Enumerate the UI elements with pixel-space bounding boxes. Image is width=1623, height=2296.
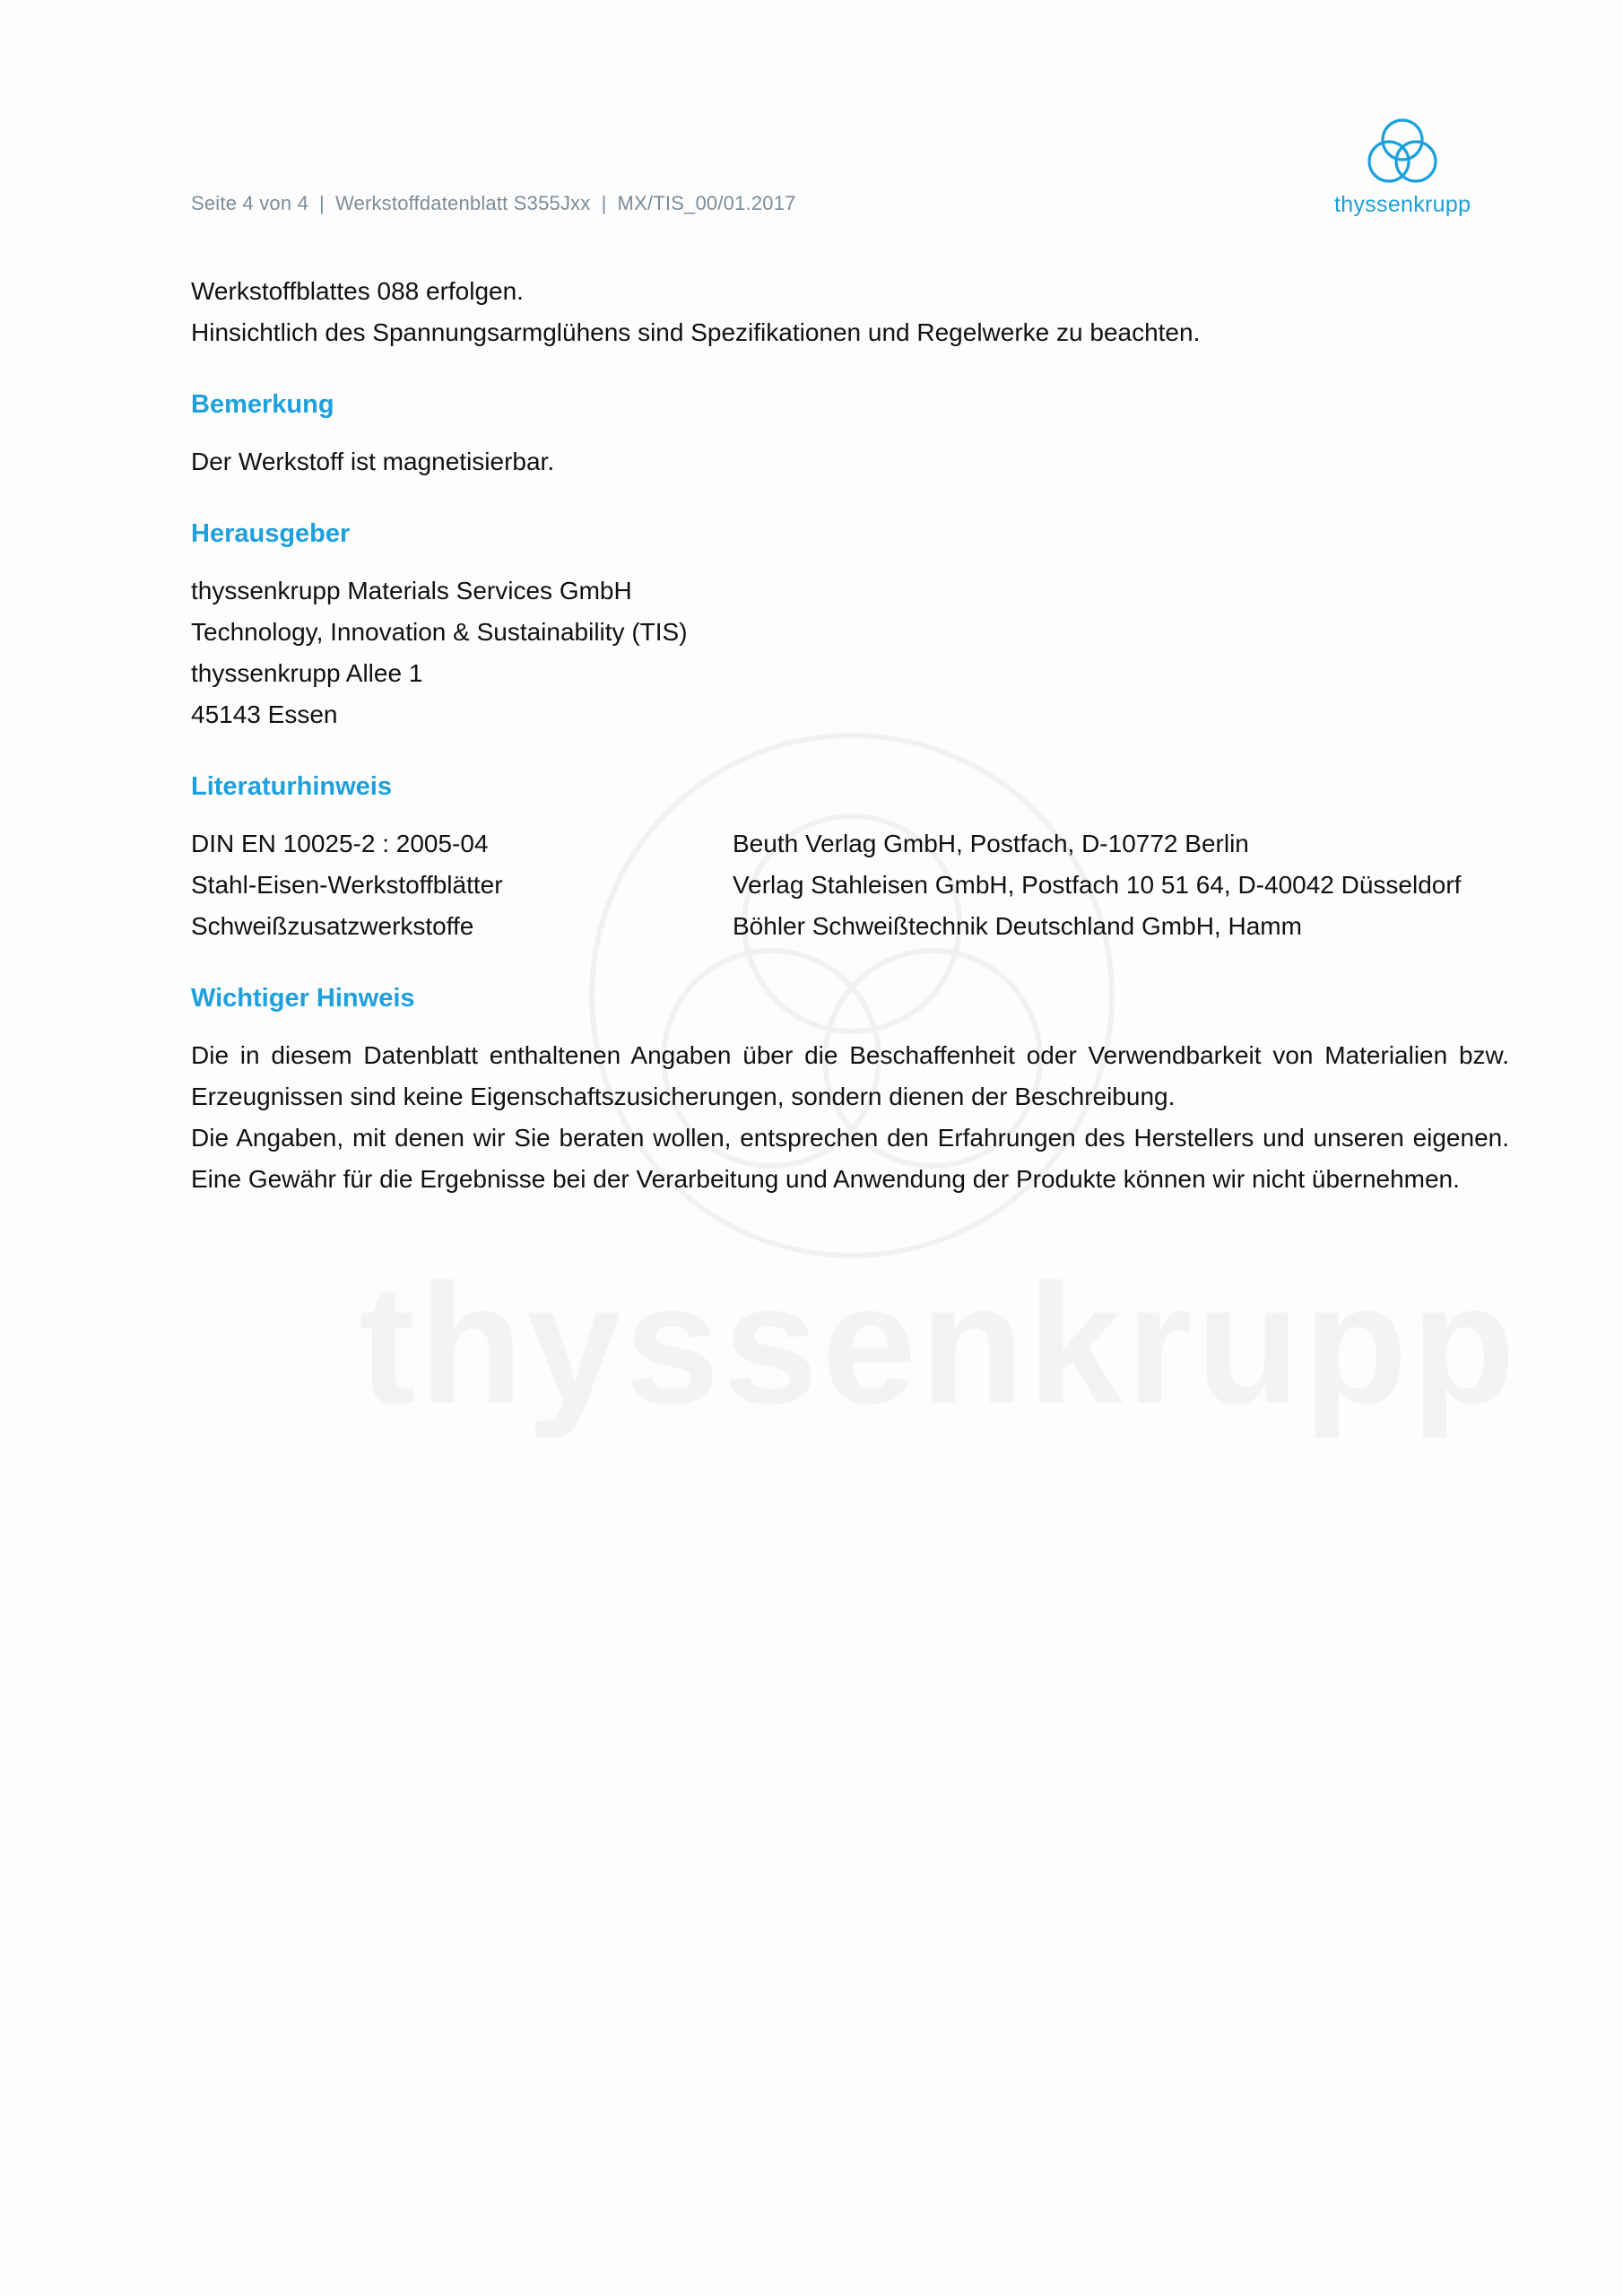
logo-wordmark: thyssenkrupp (1334, 192, 1471, 217)
thyssenkrupp-rings-icon (1362, 117, 1443, 188)
literature-row (191, 865, 1509, 906)
publisher-line: 45143 Essen (191, 700, 338, 728)
literature-title: Schweißzusatzwerkstoffe (191, 912, 474, 940)
publisher-line: thyssenkrupp Materials Services GmbH (191, 577, 632, 604)
bemerkung-text: Der Werkstoff ist magnetisierbar. (191, 448, 555, 475)
header-separator: | (319, 192, 325, 214)
literature-source: Beuth Verlag GmbH, Postfach, D-10772 Berlin (733, 830, 1249, 857)
literatur-section (191, 766, 1509, 947)
hinweis-section (191, 978, 1509, 1200)
document-title: Werkstoffdatenblatt S355Jxx (334, 192, 591, 214)
publisher-line: Technology, Innovation & Sustainability (TIS) (191, 618, 688, 646)
literature-row (191, 823, 1509, 865)
bemerkung-section (191, 384, 1509, 483)
header-separator: | (601, 192, 607, 214)
intro-line: Werkstoffblattes 088 erfolgen. (191, 277, 524, 305)
section-title-bemerkung: Bemerkung (191, 390, 334, 419)
document-code: MX/TIS_00/01.2017 (617, 192, 796, 214)
page-header (191, 192, 796, 215)
section-title-literatur: Literaturhinweis (191, 772, 392, 801)
publisher-line: thyssenkrupp Allee 1 (191, 659, 423, 687)
intro-line: Hinsichtlich des Spannungsarmglühens sind Spezifikationen und Regelwerke zu beachten. (191, 318, 1201, 346)
intro-section (191, 271, 1509, 353)
page-number: Seite 4 von 4 (191, 192, 309, 214)
literature-source: Böhler Schweißtechnik Deutschland GmbH, Hamm (733, 912, 1302, 940)
herausgeber-section (191, 513, 1509, 735)
thyssenkrupp-logo (1334, 117, 1471, 218)
watermark-text: thyssenkrupp (359, 1249, 1519, 1439)
literature-title: DIN EN 10025-2 : 2005-04 (191, 830, 489, 857)
hinweis-paragraph: Die in diesem Datenblatt enthaltenen Angaben über die Beschaffenheit oder Verwendbarkeit von Materialien bzw. Erzeugnissen sind keine Eigenschaftszusicherungen, sondern dienen der Beschreibung. (191, 1041, 1509, 1110)
hinweis-paragraph: Die Angaben, mit denen wir Sie beraten wollen, entsprechen den Erfahrungen des Herstellers und unseren eigenen. Eine Gewähr für die Ergebnisse bei der Verarbeitung und Anwendung der Produkte können wir nicht übernehmen. (191, 1124, 1509, 1193)
literature-title: Stahl-Eisen-Werkstoffblätter (191, 871, 503, 899)
document-body (191, 271, 1509, 1200)
section-title-herausgeber: Herausgeber (191, 519, 351, 548)
literature-source: Verlag Stahleisen GmbH, Postfach 10 51 64, D-40042 Düsseldorf (733, 871, 1462, 899)
section-title-hinweis: Wichtiger Hinweis (191, 984, 415, 1013)
literature-row (191, 906, 1509, 947)
